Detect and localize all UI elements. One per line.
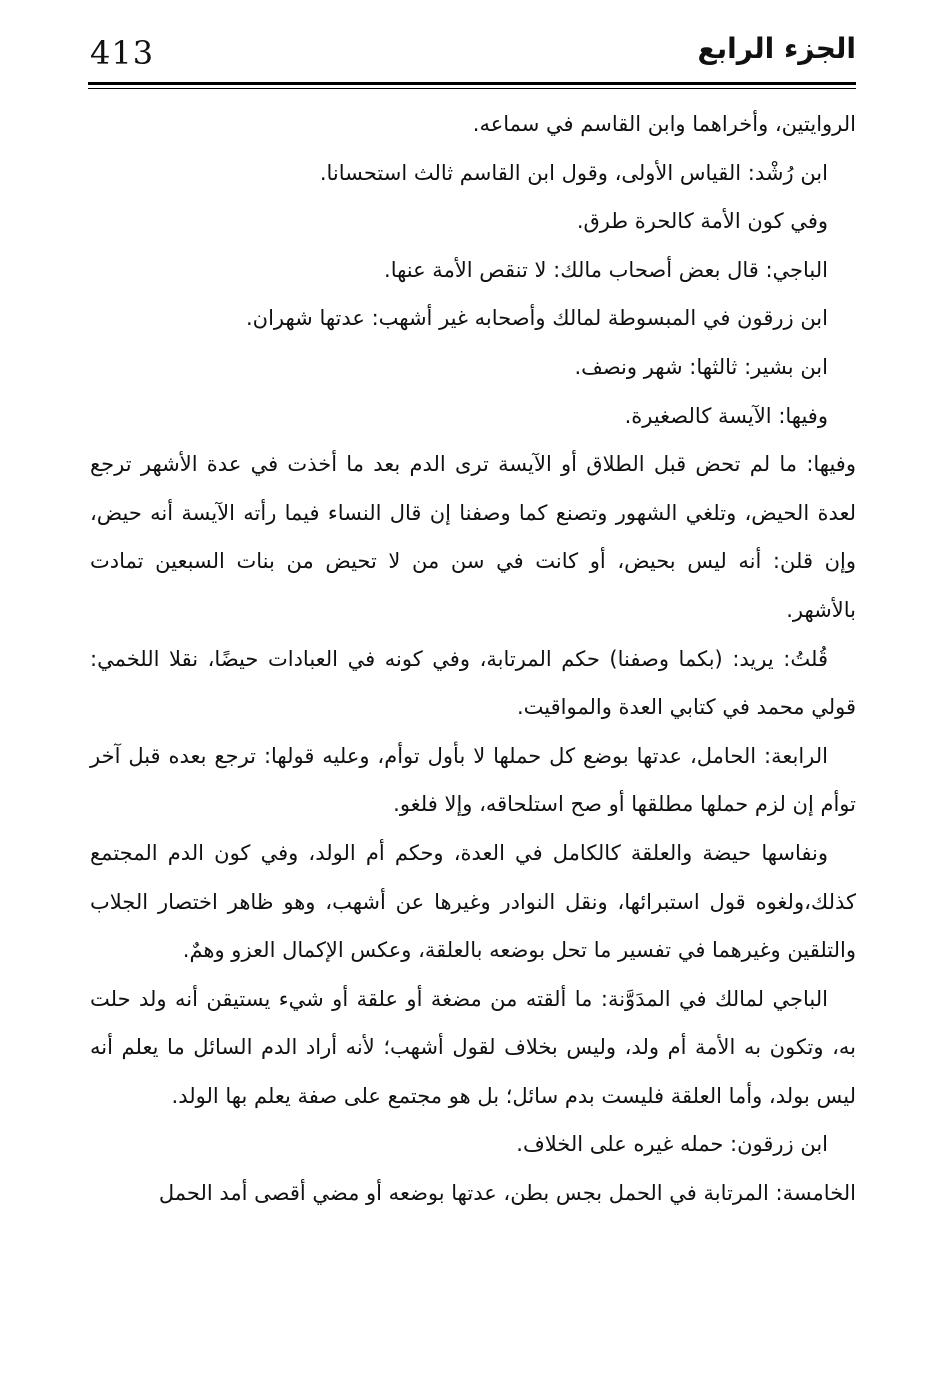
paragraph: ابن رُشْد: القياس الأولى، وقول ابن القاسم ثالث استحسانا. bbox=[319, 160, 828, 185]
paragraph: الباجي لمالك في المدَوَّنة: ما ألقته من مضغة أو علقة أو شيء يستيقن أنه ولد حلت به، وتكون به الأمة أم ولد، وليس بخلاف لقول أشهب؛ لأنه أراد الدم السائل ما يعلم أنه ليس بولد، وأما العلقة فليست بدم سائل؛ بل هو مجتمع على صفة يعلم بها الولد. bbox=[90, 986, 856, 1108]
page-number: 413 bbox=[90, 34, 155, 72]
paragraph: الباجي: قال بعض أصحاب مالك: لا تنقص الأمة عنها. bbox=[384, 257, 828, 282]
page-body bbox=[90, 100, 856, 1218]
running-head-title: الجزء الرابع bbox=[697, 32, 856, 65]
paragraph: الخامسة: المرتابة في الحمل بجس بطن، عدتها بوضعه أو مضي أقصى أمد الحمل bbox=[158, 1181, 856, 1206]
paragraph: ونفاسها حيضة والعلقة كالكامل في العدة، وحكم أم الولد، وفي كون الدم المجتمع كذلك،ولغوه قول استبرائها، ونقل النوادر وغيرها عن أشهب، وهو ظاهر اختصار الجلاب والتلقين وغيرهما في تفسير ما تحل بوضعه بالعلقة، وعكس الإكمال العزو وهمٌ. bbox=[90, 840, 856, 963]
paragraph: الروايتين، وأخراهما وابن القاسم في سماعه. bbox=[472, 112, 856, 136]
paragraph: قُلتُ: يريد: (بكما وصفنا) حكم المرتابة، وفي كونه في العبادات حيضًا، نقلا اللخمي: قولي محمد في كتابي العدة والمواقيت. bbox=[90, 646, 856, 720]
paragraph: الرابعة: الحامل، عدتها بوضع كل حملها لا بأول توأم، وعليه قولها: ترجع بعده قبل آخر توأم إن لزم حملها مطلقها أو صح استلحاقه، وإلا فلغو. bbox=[90, 743, 856, 817]
paragraph: ابن زرقون: حمله غيره على الخلاف. bbox=[516, 1132, 828, 1157]
paragraph: وفيها: الآيسة كالصغيرة. bbox=[624, 403, 828, 428]
header-rule bbox=[88, 82, 856, 89]
page-header bbox=[88, 28, 856, 80]
paragraph: وفي كون الأمة كالحرة طرق. bbox=[576, 209, 828, 234]
paragraph: ابن زرقون في المبسوطة لمالك وأصحابه غير أشهب: عدتها شهران. bbox=[245, 306, 828, 331]
paragraph: وفيها: ما لم تحض قبل الطلاق أو الآيسة ترى الدم بعد ما أخذت في عدة الأشهر ترجع لعدة الحيض، وتلغي الشهور وتصنع كما وصفنا إن قال النساء فيما رأته الآيسة أنه حيض، وإن قلن: أنه ليس بحيض، أو كانت في سن من لا تحيض من بنات السبعين تمادت بالأشهر. bbox=[90, 452, 856, 622]
paragraph: ابن بشير: ثالثها: شهر ونصف. bbox=[574, 354, 828, 379]
